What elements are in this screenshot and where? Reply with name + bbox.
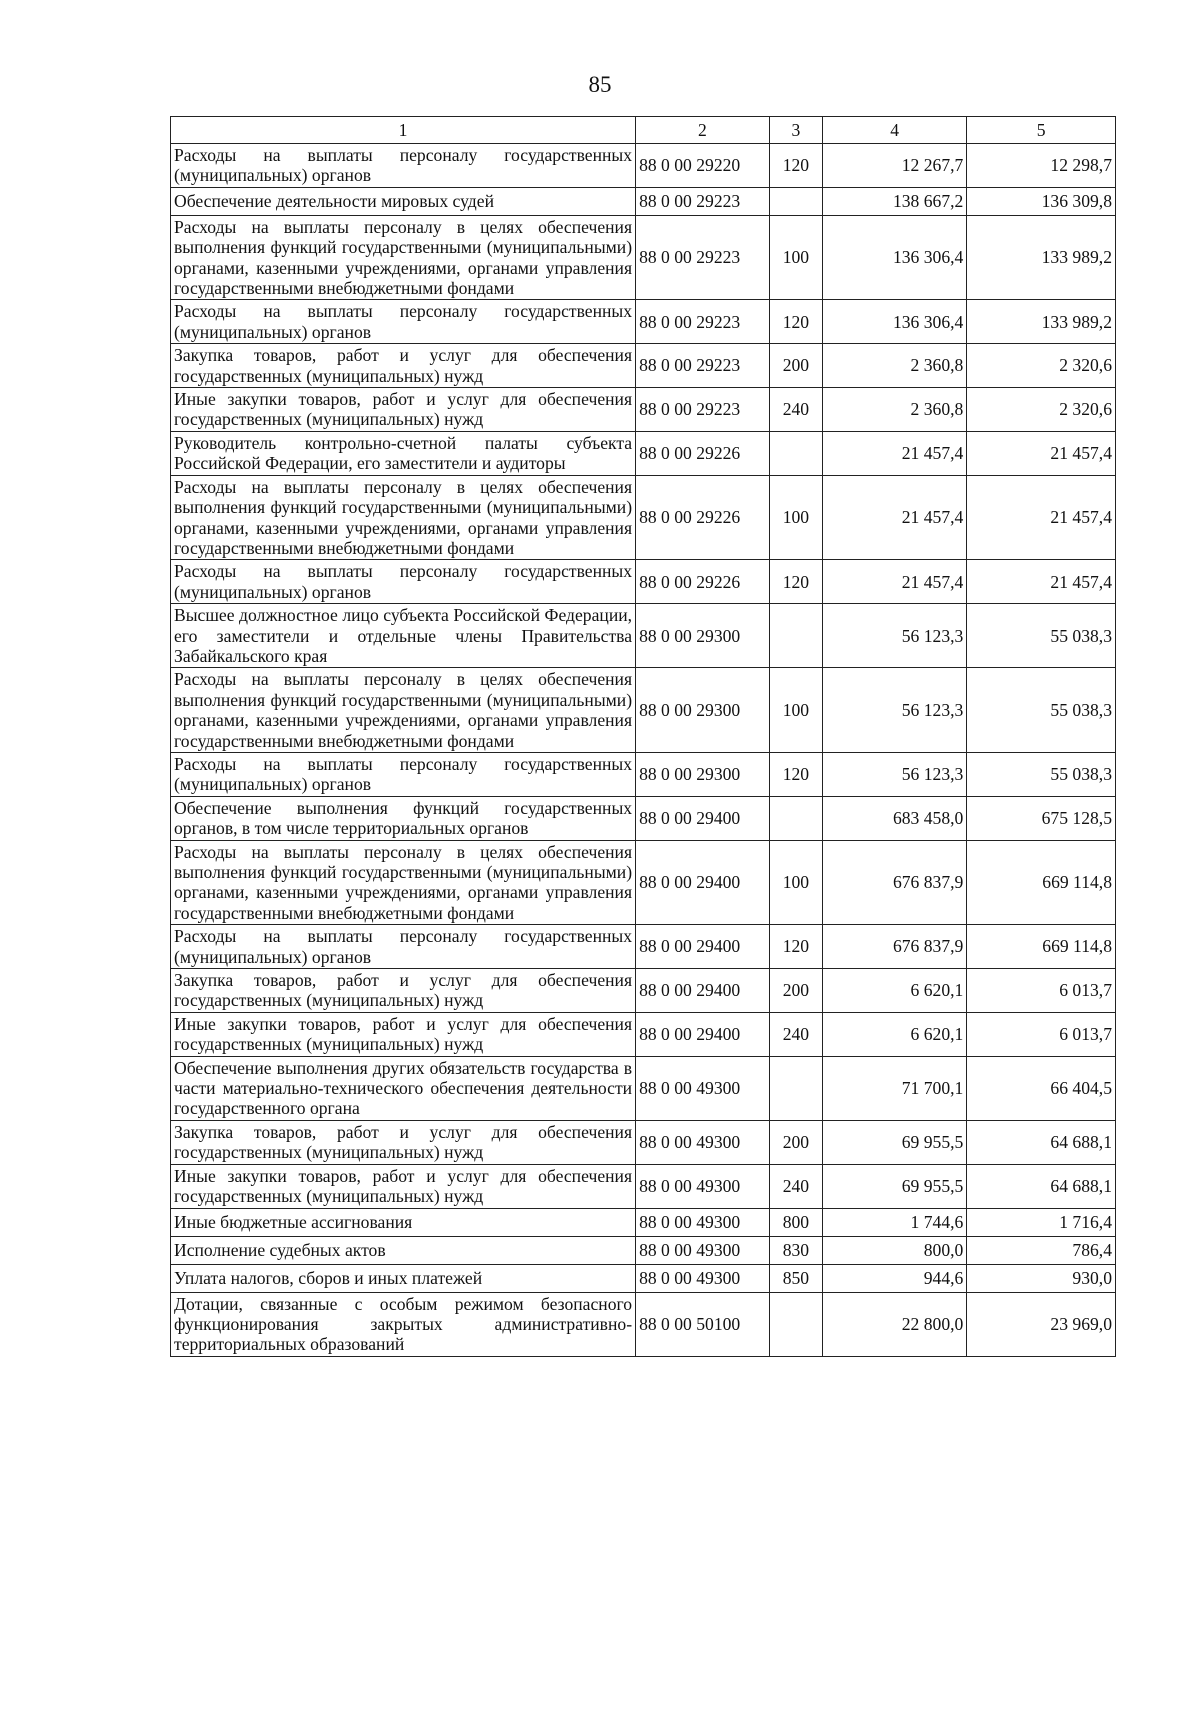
row-code-cell: 88 0 00 29226 [636,475,770,560]
row-code-cell: 88 0 00 49300 [636,1056,770,1120]
row-name-cell: Закупка товаров, работ и услуг для обеспечения государственных (муниципальных) нужд [171,1120,636,1164]
row-expense-type-cell: 100 [769,840,822,925]
row-value-col5-cell: 6 013,7 [967,969,1116,1013]
row-code-cell: 88 0 00 29223 [636,187,770,215]
row-expense-type-cell: 100 [769,215,822,300]
row-name-cell: Иные бюджетные ассигнования [171,1208,636,1236]
row-expense-type-cell: 240 [769,388,822,432]
table-row [171,840,1116,925]
row-code-cell: 88 0 00 29223 [636,344,770,388]
row-value-col4-cell: 944,6 [822,1264,966,1292]
row-value-col4-cell: 21 457,4 [822,475,966,560]
table-row [171,1292,1116,1356]
table-row [171,300,1116,344]
row-value-col4-cell: 683 458,0 [822,796,966,840]
row-code-cell: 88 0 00 50100 [636,1292,770,1356]
header-col-2: 2 [636,117,770,144]
row-value-col4-cell: 12 267,7 [822,144,966,188]
row-value-col4-cell: 69 955,5 [822,1164,966,1208]
row-code-cell: 88 0 00 49300 [636,1264,770,1292]
row-name-cell: Обеспечение выполнения функций государственных органов, в том числе территориальных органов [171,796,636,840]
row-name-cell: Руководитель контрольно-счетной палаты субъекта Российской Федерации, его заместители и аудиторы [171,431,636,475]
table-row [171,144,1116,188]
row-value-col4-cell: 138 667,2 [822,187,966,215]
row-value-col5-cell: 64 688,1 [967,1120,1116,1164]
table-row [171,344,1116,388]
row-value-col5-cell: 12 298,7 [967,144,1116,188]
row-value-col4-cell: 56 123,3 [822,604,966,668]
row-code-cell: 88 0 00 29300 [636,604,770,668]
row-value-col5-cell: 2 320,6 [967,344,1116,388]
page-number: 85 [588,72,612,97]
table-row [171,796,1116,840]
row-value-col5-cell: 786,4 [967,1236,1116,1264]
row-expense-type-cell: 120 [769,300,822,344]
row-value-col4-cell: 6 620,1 [822,1012,966,1056]
row-expense-type-cell: 240 [769,1164,822,1208]
row-expense-type-cell: 200 [769,1120,822,1164]
row-expense-type-cell: 100 [769,668,822,753]
table-row [171,431,1116,475]
row-expense-type-cell [769,431,822,475]
header-col-4: 4 [822,117,966,144]
row-value-col4-cell: 2 360,8 [822,388,966,432]
row-expense-type-cell: 240 [769,1012,822,1056]
row-value-col5-cell: 675 128,5 [967,796,1116,840]
table-row [171,1012,1116,1056]
row-value-col5-cell: 6 013,7 [967,1012,1116,1056]
row-value-col5-cell: 133 989,2 [967,300,1116,344]
row-code-cell: 88 0 00 49300 [636,1208,770,1236]
table-row [171,752,1116,796]
row-code-cell: 88 0 00 29223 [636,300,770,344]
row-code-cell: 88 0 00 29400 [636,840,770,925]
table-row [171,668,1116,753]
table-row [171,1236,1116,1264]
row-code-cell: 88 0 00 29223 [636,388,770,432]
row-name-cell: Иные закупки товаров, работ и услуг для обеспечения государственных (муниципальных) нужд [171,1012,636,1056]
row-name-cell: Расходы на выплаты персоналу государственных (муниципальных) органов [171,752,636,796]
table-row [171,1264,1116,1292]
row-value-col4-cell: 22 800,0 [822,1292,966,1356]
row-value-col4-cell: 56 123,3 [822,668,966,753]
row-code-cell: 88 0 00 29400 [636,925,770,969]
row-value-col4-cell: 6 620,1 [822,969,966,1013]
row-value-col5-cell: 669 114,8 [967,925,1116,969]
row-expense-type-cell: 120 [769,752,822,796]
row-value-col5-cell: 66 404,5 [967,1056,1116,1120]
row-name-cell: Расходы на выплаты персоналу государственных (муниципальных) органов [171,144,636,188]
row-expense-type-cell [769,1056,822,1120]
row-value-col5-cell: 21 457,4 [967,560,1116,604]
row-value-col5-cell: 669 114,8 [967,840,1116,925]
table-row [171,925,1116,969]
row-expense-type-cell: 120 [769,560,822,604]
row-name-cell: Расходы на выплаты персоналу государственных (муниципальных) органов [171,300,636,344]
row-value-col4-cell: 136 306,4 [822,215,966,300]
row-value-col5-cell: 64 688,1 [967,1164,1116,1208]
table-row [171,475,1116,560]
row-name-cell: Расходы на выплаты персоналу в целях обеспечения выполнения функций государственными (муниципальными) органами, казенными учреждениями, органами управления государственными внебюджетными фондами [171,840,636,925]
row-code-cell: 88 0 00 29220 [636,144,770,188]
row-value-col5-cell: 930,0 [967,1264,1116,1292]
row-code-cell: 88 0 00 29300 [636,752,770,796]
row-value-col4-cell: 2 360,8 [822,344,966,388]
row-value-col4-cell: 800,0 [822,1236,966,1264]
row-name-cell: Расходы на выплаты персоналу в целях обеспечения выполнения функций государственными (муниципальными) органами, казенными учреждениями, органами управления государственными внебюджетными фондами [171,668,636,753]
row-expense-type-cell: 850 [769,1264,822,1292]
row-code-cell: 88 0 00 29226 [636,560,770,604]
row-name-cell: Дотации, связанные с особым режимом безопасного функционирования закрытых административно-территориальных образований [171,1292,636,1356]
row-name-cell: Закупка товаров, работ и услуг для обеспечения государственных (муниципальных) нужд [171,969,636,1013]
row-value-col4-cell: 71 700,1 [822,1056,966,1120]
table-header-row [171,117,1116,144]
row-code-cell: 88 0 00 29400 [636,1012,770,1056]
row-value-col5-cell: 55 038,3 [967,604,1116,668]
row-value-col5-cell: 1 716,4 [967,1208,1116,1236]
table-row [171,560,1116,604]
row-name-cell: Закупка товаров, работ и услуг для обеспечения государственных (муниципальных) нужд [171,344,636,388]
table-row [171,604,1116,668]
row-value-col5-cell: 23 969,0 [967,1292,1116,1356]
row-name-cell: Расходы на выплаты персоналу государственных (муниципальных) органов [171,560,636,604]
row-value-col5-cell: 133 989,2 [967,215,1116,300]
row-value-col5-cell: 55 038,3 [967,752,1116,796]
row-expense-type-cell: 100 [769,475,822,560]
table-row [171,969,1116,1013]
budget-table [170,116,1116,1357]
row-code-cell: 88 0 00 49300 [636,1164,770,1208]
header-col-3: 3 [769,117,822,144]
table-row [171,1164,1116,1208]
row-value-col4-cell: 21 457,4 [822,431,966,475]
row-name-cell: Расходы на выплаты персоналу в целях обеспечения выполнения функций государственными (муниципальными) органами, казенными учреждениями, органами управления государственными внебюджетными фондами [171,475,636,560]
row-name-cell: Уплата налогов, сборов и иных платежей [171,1264,636,1292]
row-value-col5-cell: 21 457,4 [967,475,1116,560]
row-expense-type-cell: 200 [769,969,822,1013]
row-name-cell: Высшее должностное лицо субъекта Российской Федерации, его заместители и отдельные члены Правительства Забайкальского края [171,604,636,668]
row-name-cell: Расходы на выплаты персоналу государственных (муниципальных) органов [171,925,636,969]
row-value-col5-cell: 55 038,3 [967,668,1116,753]
table-body [171,144,1116,1357]
header-col-1: 1 [171,117,636,144]
row-expense-type-cell: 200 [769,344,822,388]
row-expense-type-cell: 800 [769,1208,822,1236]
row-value-col5-cell: 2 320,6 [967,388,1116,432]
row-name-cell: Иные закупки товаров, работ и услуг для обеспечения государственных (муниципальных) нужд [171,1164,636,1208]
row-code-cell: 88 0 00 29223 [636,215,770,300]
table-row [171,388,1116,432]
row-expense-type-cell: 120 [769,144,822,188]
table-row [171,215,1116,300]
row-code-cell: 88 0 00 49300 [636,1120,770,1164]
row-expense-type-cell [769,796,822,840]
row-code-cell: 88 0 00 29226 [636,431,770,475]
row-code-cell: 88 0 00 29300 [636,668,770,753]
row-code-cell: 88 0 00 29400 [636,969,770,1013]
row-value-col5-cell: 136 309,8 [967,187,1116,215]
row-expense-type-cell: 120 [769,925,822,969]
row-expense-type-cell [769,604,822,668]
row-name-cell: Иные закупки товаров, работ и услуг для обеспечения государственных (муниципальных) нужд [171,388,636,432]
table-row [171,1056,1116,1120]
row-value-col5-cell: 21 457,4 [967,431,1116,475]
table-row [171,1208,1116,1236]
row-value-col4-cell: 21 457,4 [822,560,966,604]
row-expense-type-cell [769,187,822,215]
row-expense-type-cell: 830 [769,1236,822,1264]
row-name-cell: Обеспечение деятельности мировых судей [171,187,636,215]
row-name-cell: Обеспечение выполнения других обязательств государства в части материально-технического обеспечения деятельности государственного органа [171,1056,636,1120]
header-col-5: 5 [967,117,1116,144]
row-name-cell: Исполнение судебных актов [171,1236,636,1264]
row-value-col4-cell: 676 837,9 [822,840,966,925]
row-value-col4-cell: 69 955,5 [822,1120,966,1164]
row-value-col4-cell: 56 123,3 [822,752,966,796]
table-row [171,1120,1116,1164]
row-value-col4-cell: 1 744,6 [822,1208,966,1236]
row-value-col4-cell: 136 306,4 [822,300,966,344]
table-row [171,187,1116,215]
row-expense-type-cell [769,1292,822,1356]
row-code-cell: 88 0 00 29400 [636,796,770,840]
row-code-cell: 88 0 00 49300 [636,1236,770,1264]
row-value-col4-cell: 676 837,9 [822,925,966,969]
row-name-cell: Расходы на выплаты персоналу в целях обеспечения выполнения функций государственными (муниципальными) органами, казенными учреждениями, органами управления государственными внебюджетными фондами [171,215,636,300]
